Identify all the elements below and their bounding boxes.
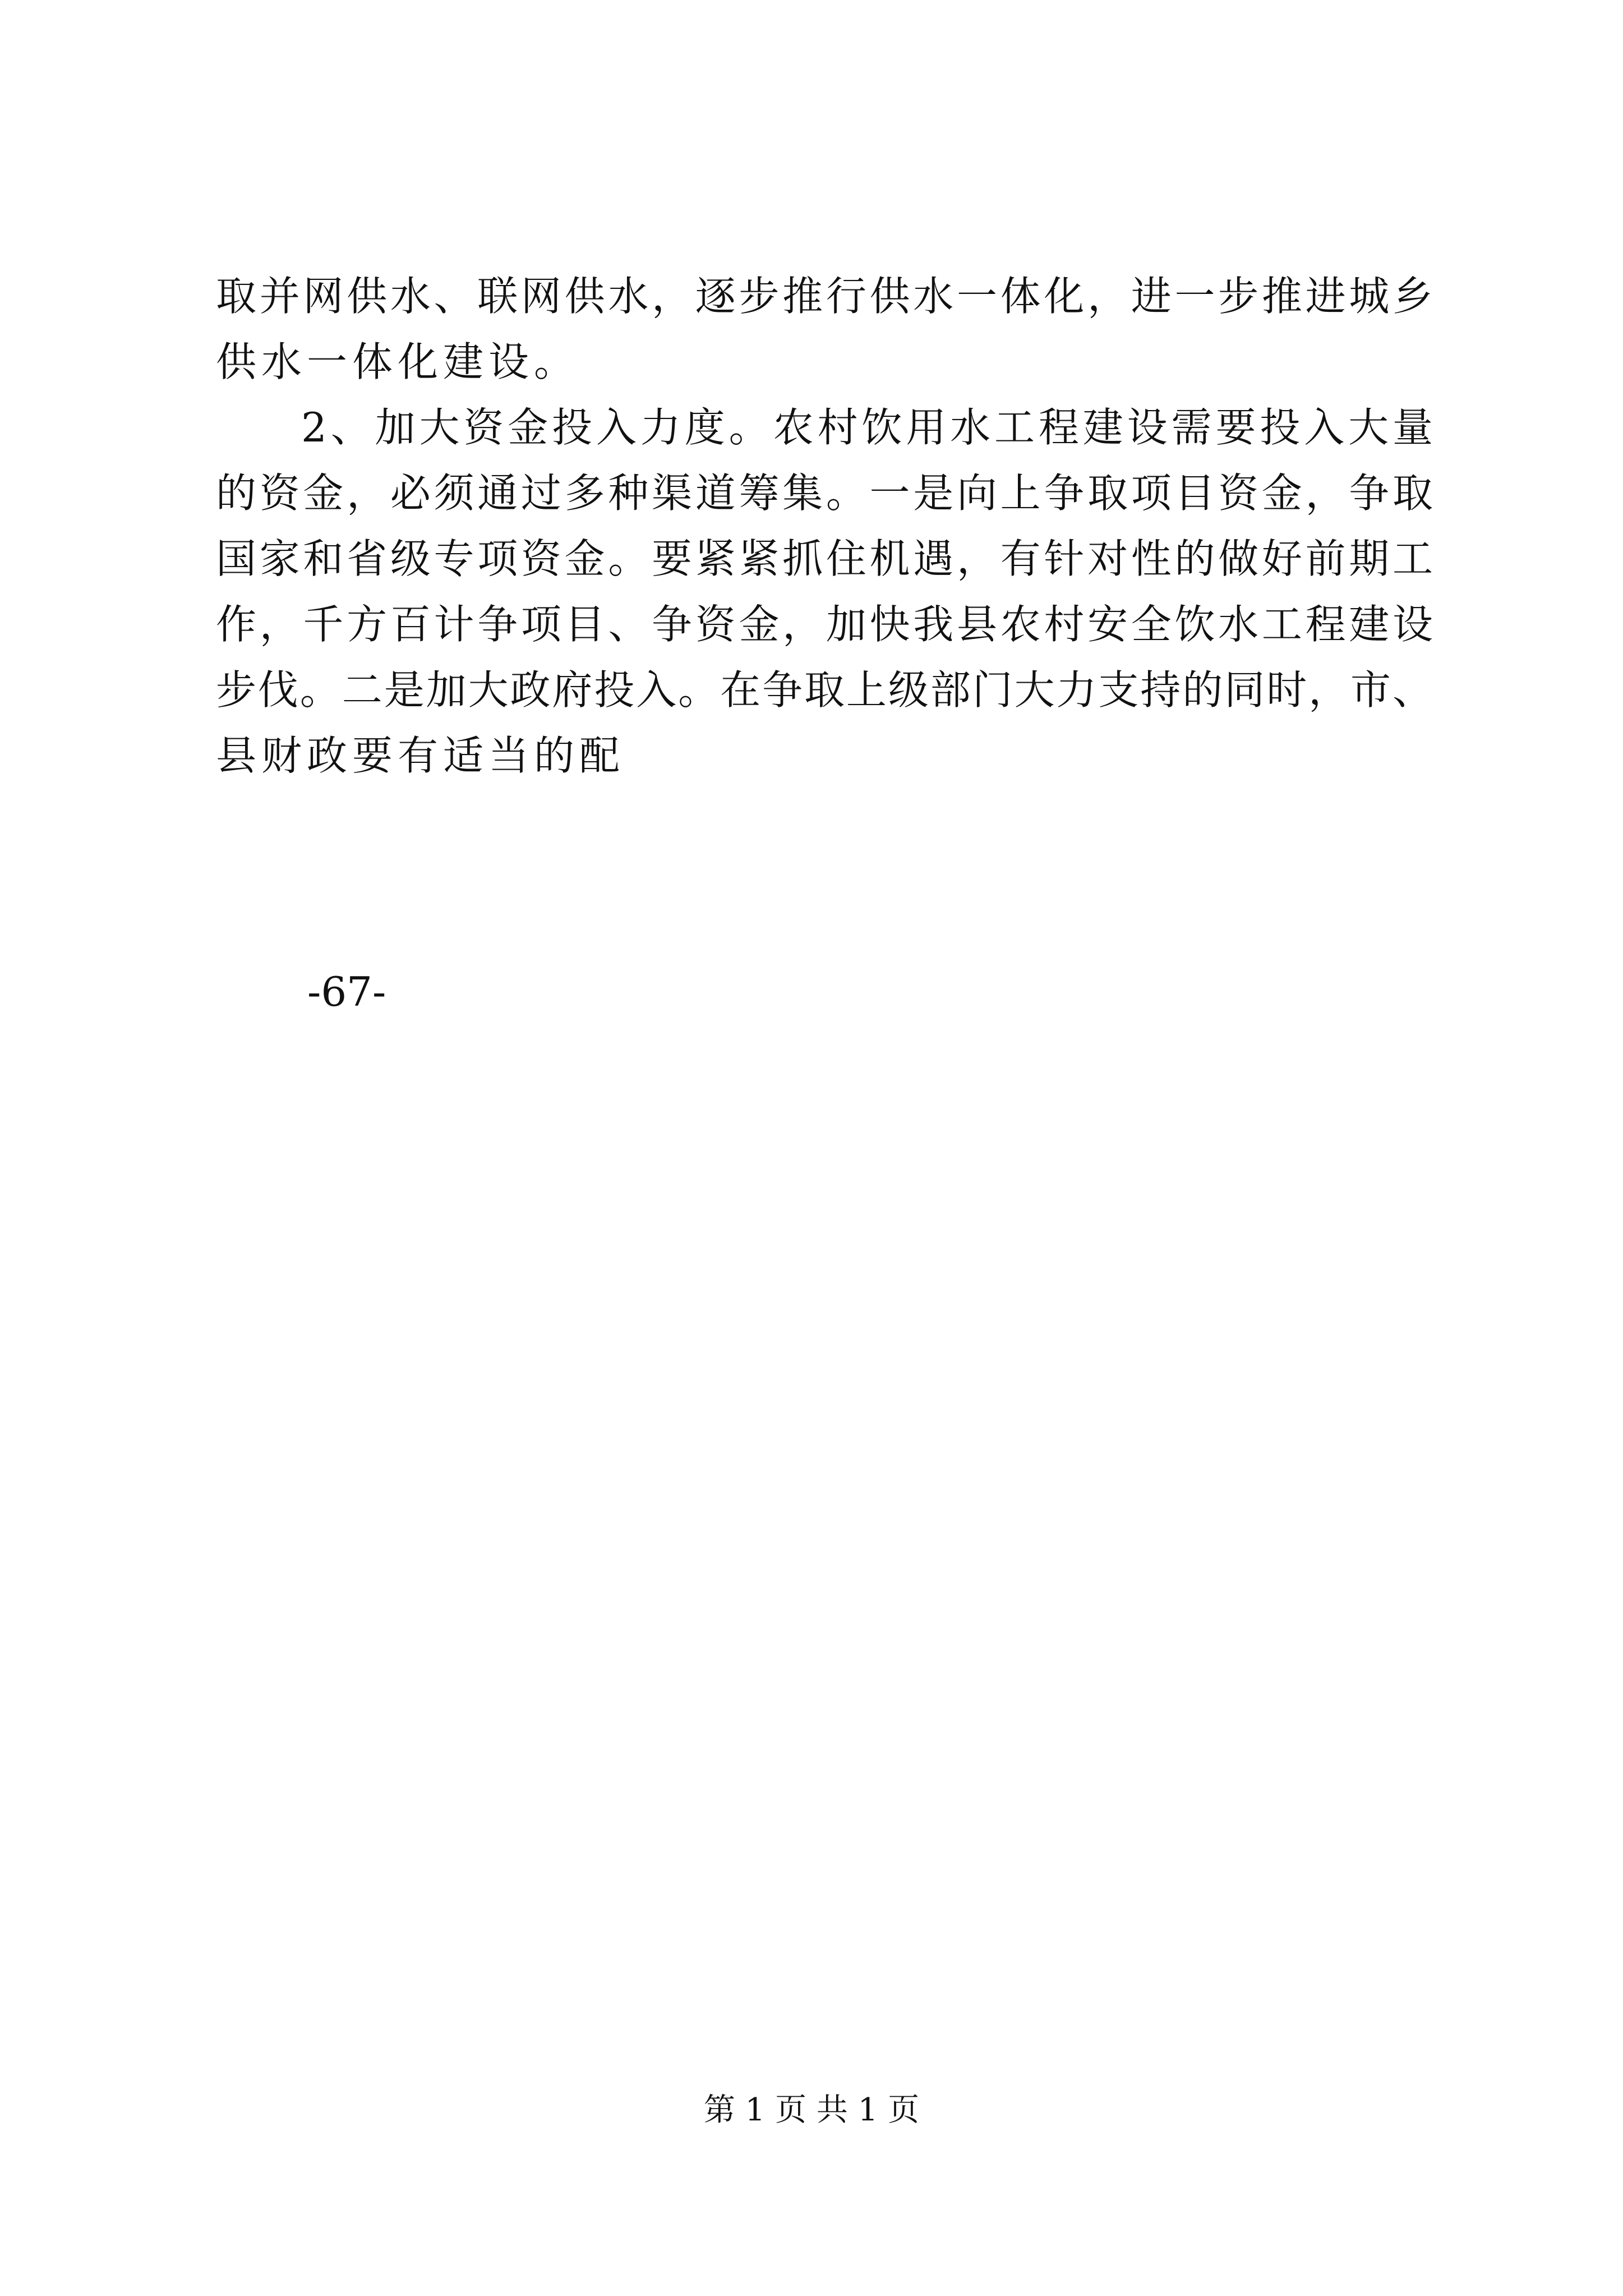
text-line-5: 国家和省级专项资金。要紧紧抓住机遇，有针对性的做好前期工 [216, 535, 1433, 582]
page-number-marker: -67- [307, 968, 386, 1015]
text-line-4: 的资金，必须通过多种渠道筹集。一是向上争取项目资金，争取 [216, 470, 1433, 517]
page-footer: 第 1 页 共 1 页 [703, 2092, 920, 2128]
text-line-1: 取并网供水、联网供水，逐步推行供水一体化，进一步推进城乡 [216, 273, 1433, 320]
text-line-7: 步伐。二是加大政府投入。在争取上级部门大力支持的同时，市、 [216, 666, 1433, 714]
text-line-6: 作，千方百计争项目、争资金，加快我县农村安全饮水工程建设 [216, 601, 1433, 648]
body-text [216, 264, 1433, 789]
text-line-2: 供水一体化建设。 [216, 338, 580, 385]
text-line-3: 2、加大资金投入力度。农村饮用水工程建设需要投入大量 [301, 404, 1433, 451]
text-line-8: 县财政要有适当的配 [216, 732, 625, 779]
